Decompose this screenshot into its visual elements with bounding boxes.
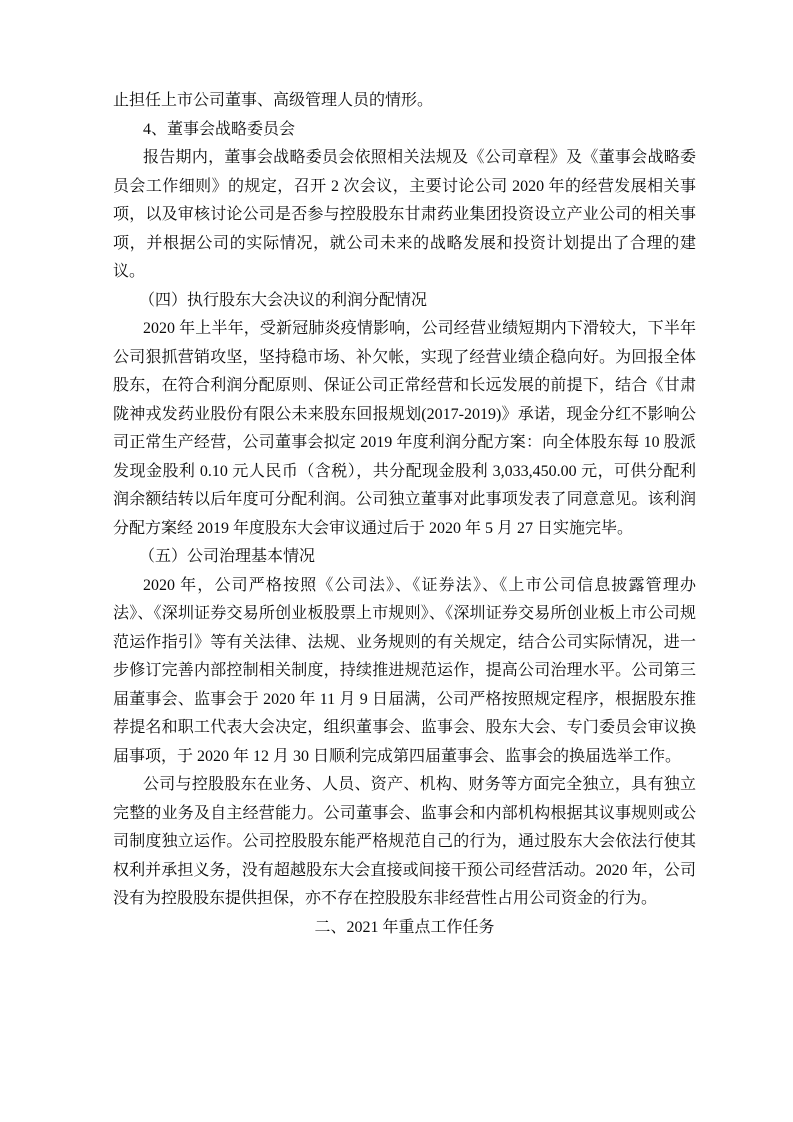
paragraph-profit-distribution: 2020 年上半年，受新冠肺炎疫情影响，公司经营业绩短期内下滑较大，下半年公司狠抓营销攻坚，坚持稳市场、补欠帐，实现了经营业绩企稳向好。为回报全体股东，在符合利润分配原则、保证公司正常经营和长远发展的前提下，结合《甘肃陇神戎发药业股份有限公未来股东回报规划(2017-2019)》承诺，现金分红不影响公司正常生产经营，公司董事会拟定 2019 年度利润分配方案：向全体股东每 10 股派发现金股利 0.10 元人民币（含税），共分配现金股利 3,033,450.00 元，可供分配利润余额结转以后年度可分配利润。公司独立董事对此事项发表了同意意见。该利润分配方案经 2019 年度股东大会审议通过后于 2020 年 5 月 27 日实施完毕。 [113, 320, 696, 537]
paragraph-continuation: 止担任上市公司董事、高级管理人员的情形。 [113, 92, 434, 109]
subheading-strategy-committee: 4、董事会战略委员会 [143, 120, 296, 138]
section-heading-corporate-governance: （五）公司治理基本情况 [139, 548, 316, 565]
chapter-heading-2021-key-tasks: 二、2021 年重点工作任务 [314, 918, 495, 936]
paragraph-controlling-shareholder-independence: 公司与控股股东在业务、人员、资产、机构、财务等方面完全独立，具有独立完整的业务及自主经营能力。公司董事会、监事会和内部机构根据其议事规则或公司制度独立运作。公司控股股东能严格规范自己的行为，通过股东大会依法行使其权利并承担义务，没有超越股东大会直接或间接干预公司经营活动。2020 年，公司没有为控股股东提供担保，亦不存在控股股东非经营性占用公司资金的行为。 [113, 776, 696, 907]
paragraph-governance-overview: 2020 年，公司严格按照《公司法》、《证券法》、《上市公司信息披露管理办法》、《深圳证券交易所创业板股票上市规则》、《深圳证券交易所创业板上市公司规范运作指引》等有关法律、法规、业务规则的有关规定，结合公司实际情况，进一步修订完善内部控制相关制度，持续推进规范运作，提高公司治理水平。公司第三届董事会、监事会于 2020 年 11 月 9 日届满，公司严格按照规定程序，根据股东推荐提名和职工代表大会决定，组织董事会、监事会、股东大会、专门委员会审议换届事项，于 2020 年 12 月 30 日顺利完成第四届董事会、监事会的换届选举工作。 [113, 576, 696, 765]
paragraph-strategy-committee-report: 报告期内，董事会战略委员会依照相关法规及《公司章程》及《董事会战略委员会工作细则》的规定，召开 2 次会议，主要讨论公司 2020 年的经营发展相关事项，以及审核讨论公司是否参与控股股东甘肃药业集团投资设立产业公司的相关事项，并根据公司的实际情况，就公司未来的战略发展和投资计划提出了合理的建议。 [113, 149, 696, 280]
section-heading-profit-distribution: （四）执行股东大会决议的利润分配情况 [139, 291, 428, 309]
